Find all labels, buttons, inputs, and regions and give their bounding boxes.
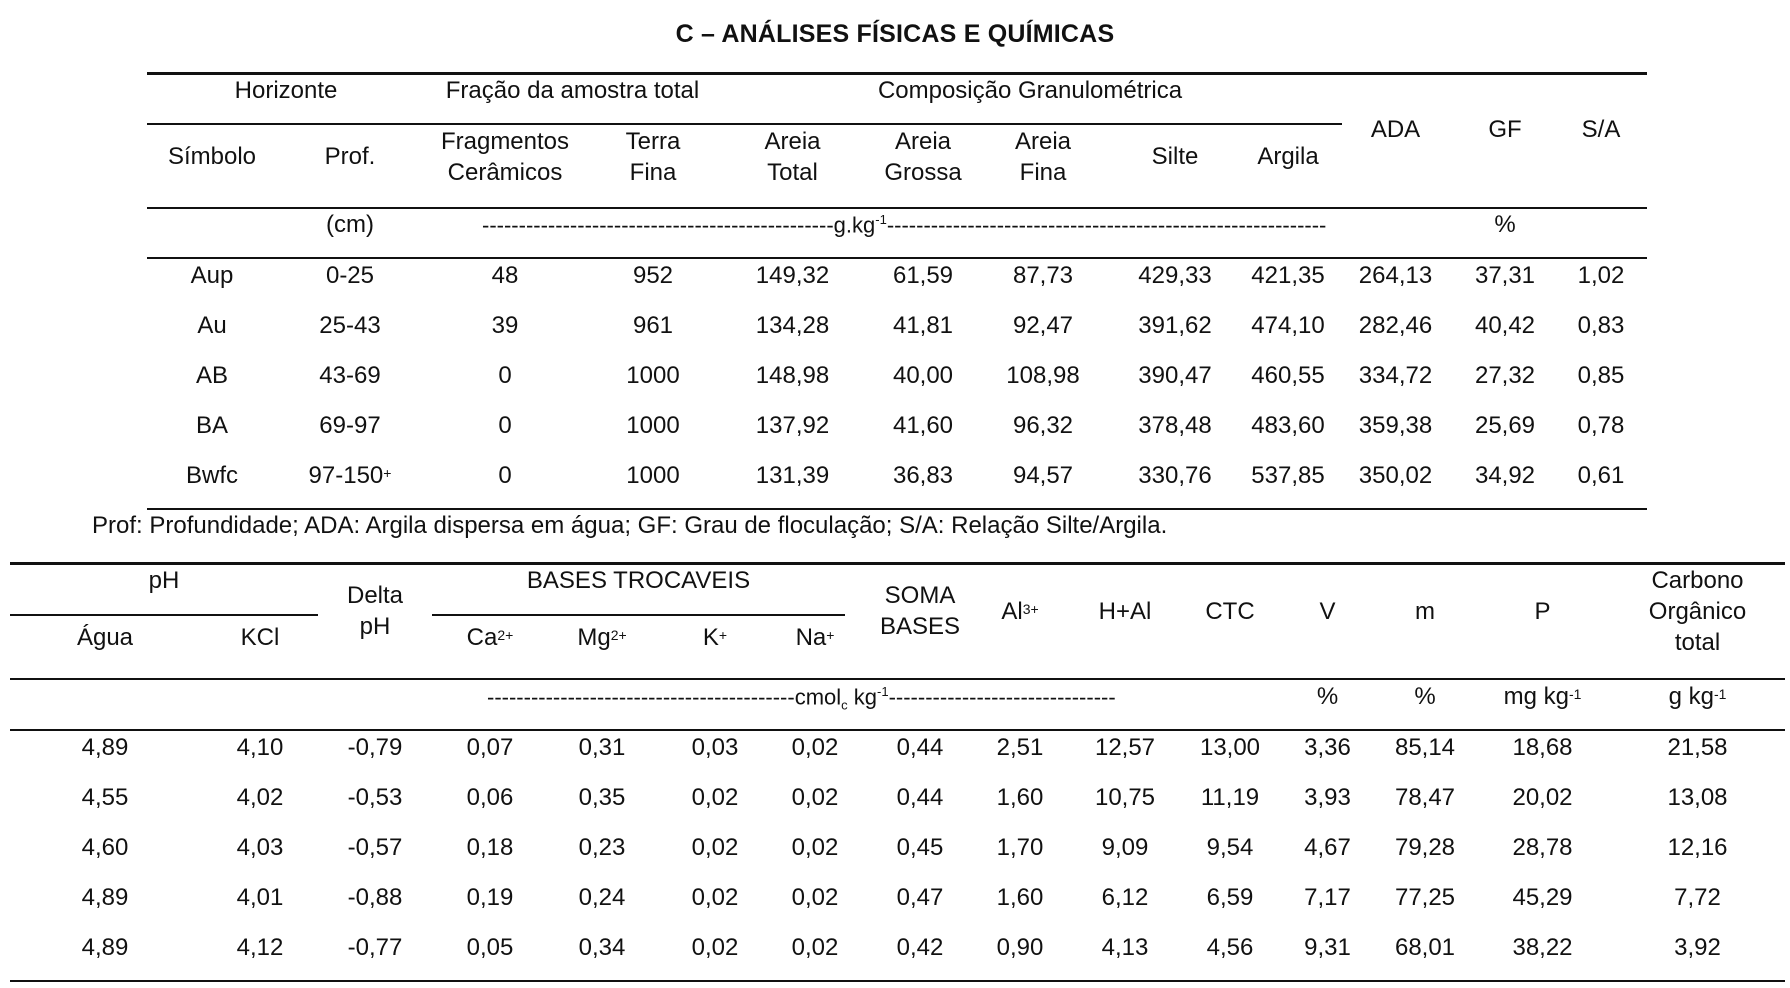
cell-hal: 4,13	[1101, 934, 1149, 961]
cell-fragmentos: 0	[498, 462, 512, 489]
cell-areia-total: 131,39	[755, 462, 830, 489]
cell-carbono: 13,08	[1667, 784, 1728, 811]
units-v-pct: %	[1316, 683, 1339, 710]
cell-v: 9,31	[1304, 934, 1351, 961]
table1-footnote: Prof: Profundidade; ADA: Argila dispersa em água; GF: Grau de floculação; S/A: Relação Silte/Argila.	[92, 512, 1168, 539]
cell-p: 28,78	[1512, 834, 1573, 861]
cell-ada: 282,46	[1358, 312, 1433, 339]
cell-terra-fina: 1000	[626, 362, 680, 389]
cell-m: 78,47	[1394, 784, 1456, 811]
header-al: $Al^{3+}$	[1001, 598, 1039, 625]
header-sa: S/A	[1581, 116, 1621, 143]
cell-prof: 69-97	[319, 412, 381, 439]
cell-argila: 483,60	[1251, 412, 1325, 439]
cell-soma-bases: 0,42	[896, 934, 944, 961]
table2-ph-rule	[10, 614, 318, 616]
cell-prof: 43-69	[319, 362, 381, 389]
header-gf: GF	[1488, 116, 1522, 143]
units-cm: (cm)	[326, 211, 374, 238]
cell-k: 0,03	[691, 734, 739, 761]
cell-sa: 1,02	[1577, 262, 1625, 289]
cell-na: 0,02	[791, 934, 839, 961]
cell-carbono: 7,72	[1674, 884, 1721, 911]
cell-delta-ph: -0,77	[347, 934, 403, 961]
cell-areia-total: 149,32	[755, 262, 830, 289]
cell-na: 0,02	[791, 884, 839, 911]
header-terra-fina: Terra Fina	[625, 128, 681, 186]
cell-agua: 4,89	[81, 884, 129, 911]
header-areia-fina: Areia Fina	[1014, 128, 1072, 186]
cell-ca: 0,07	[466, 734, 514, 761]
units-cmol: ------------------------------------------cmol$_c$ $kg^{-1}-------------------------------$	[487, 684, 1116, 713]
cell-carbono: 3,92	[1674, 934, 1721, 961]
table1-group-rule	[147, 123, 1342, 125]
units-carbono: g $kg^{-1}$	[1668, 683, 1727, 710]
cell-ctc: 13,00	[1199, 734, 1261, 761]
cell-sa: 0,61	[1577, 462, 1625, 489]
cell-areia-fina: 94,57	[1012, 462, 1074, 489]
header-mg: $Mg^{2+}$	[577, 624, 627, 651]
cell-na: 0,02	[791, 784, 839, 811]
cell-areia-grossa: 41,81	[892, 312, 954, 339]
cell-simbolo: Aup	[190, 262, 234, 289]
cell-k: 0,02	[691, 934, 739, 961]
cell-kcl: 4,03	[236, 834, 284, 861]
cell-areia-grossa: 40,00	[892, 362, 954, 389]
cell-ada: 334,72	[1358, 362, 1433, 389]
cell-agua: 4,89	[81, 734, 129, 761]
cell-terra-fina: 1000	[626, 462, 680, 489]
header-delta-ph: Delta pH	[346, 582, 404, 640]
table2-header-rule	[10, 678, 1785, 680]
cell-sa: 0,83	[1577, 312, 1625, 339]
table2-bases-rule	[432, 614, 845, 616]
cell-silte: 378,48	[1138, 412, 1212, 439]
cell-simbolo: Bwfc	[185, 462, 238, 489]
cell-areia-fina: 92,47	[1012, 312, 1074, 339]
cell-terra-fina: 952	[632, 262, 674, 289]
cell-areia-fina: 108,98	[1006, 362, 1080, 389]
table1-units-rule	[147, 257, 1647, 259]
cell-agua: 4,55	[81, 784, 129, 811]
cell-v: 4,67	[1304, 834, 1351, 861]
group-bases: BASES TROCAVEIS	[526, 567, 751, 594]
header-kcl: KCl	[240, 624, 280, 651]
header-p: P	[1534, 598, 1551, 625]
cell-prof: 97-150+	[308, 462, 392, 489]
cell-argila: 460,55	[1251, 362, 1325, 389]
header-argila: Argila	[1257, 143, 1319, 170]
cell-areia-fina: 87,73	[1012, 262, 1074, 289]
table2-units-rule	[10, 729, 1785, 731]
units-p: mg $kg^{-1}$	[1503, 683, 1582, 710]
cell-carbono: 21,58	[1667, 734, 1728, 761]
cell-carbono: 12,16	[1667, 834, 1728, 861]
cell-hal: 10,75	[1094, 784, 1156, 811]
cell-agua: 4,89	[81, 934, 129, 961]
header-silte: Silte	[1151, 143, 1199, 170]
page-title: C – ANÁLISES FÍSICAS E QUÍMICAS	[675, 20, 1115, 48]
cell-hal: 6,12	[1101, 884, 1149, 911]
cell-al: 2,51	[996, 734, 1044, 761]
cell-ctc: 11,19	[1200, 784, 1260, 811]
cell-p: 18,68	[1512, 734, 1573, 761]
cell-k: 0,02	[691, 834, 739, 861]
cell-m: 68,01	[1394, 934, 1456, 961]
group-composicao: Composição Granulométrica	[877, 77, 1183, 104]
cell-ada: 359,38	[1358, 412, 1433, 439]
cell-na: 0,02	[791, 734, 839, 761]
cell-silte: 330,76	[1138, 462, 1212, 489]
cell-gf: 34,92	[1474, 462, 1536, 489]
cell-kcl: 4,10	[236, 734, 284, 761]
cell-m: 79,28	[1394, 834, 1456, 861]
cell-areia-total: 134,28	[755, 312, 830, 339]
cell-prof: 0-25	[325, 262, 375, 289]
cell-prof: 25-43	[319, 312, 381, 339]
cell-soma-bases: 0,44	[896, 784, 944, 811]
cell-ctc: 9,54	[1206, 834, 1254, 861]
cell-mg: 0,35	[578, 784, 626, 811]
cell-areia-grossa: 41,60	[892, 412, 954, 439]
header-simbolo: Símbolo	[167, 143, 257, 170]
cell-delta-ph: -0,79	[347, 734, 403, 761]
cell-v: 3,36	[1304, 734, 1351, 761]
header-k: K+	[702, 624, 728, 651]
cell-ctc: 4,56	[1206, 934, 1254, 961]
cell-al: 0,90	[996, 934, 1044, 961]
header-soma-bases: SOMA BASES	[879, 582, 961, 640]
group-ph: pH	[148, 567, 180, 594]
cell-sa: 0,85	[1577, 362, 1625, 389]
cell-al: 1,60	[996, 784, 1044, 811]
cell-ca: 0,18	[466, 834, 514, 861]
cell-soma-bases: 0,45	[896, 834, 944, 861]
cell-simbolo: BA	[195, 412, 228, 439]
cell-terra-fina: 1000	[626, 412, 680, 439]
cell-v: 3,93	[1304, 784, 1351, 811]
cell-soma-bases: 0,44	[896, 734, 944, 761]
cell-fragmentos: 0	[498, 412, 512, 439]
cell-mg: 0,24	[578, 884, 626, 911]
header-hal: H+Al	[1098, 598, 1152, 625]
cell-m: 77,25	[1394, 884, 1456, 911]
header-carbono: Carbono Orgânico total	[1648, 567, 1747, 656]
cell-na: 0,02	[791, 834, 839, 861]
header-v: V	[1319, 598, 1336, 625]
cell-v: 7,17	[1304, 884, 1351, 911]
cell-fragmentos: 39	[491, 312, 519, 339]
cell-delta-ph: -0,53	[347, 784, 403, 811]
cell-mg: 0,31	[578, 734, 626, 761]
cell-kcl: 4,12	[236, 934, 284, 961]
cell-hal: 9,09	[1101, 834, 1149, 861]
header-areia-grossa: Areia Grossa	[884, 128, 962, 186]
cell-agua: 4,60	[81, 834, 129, 861]
cell-mg: 0,23	[578, 834, 626, 861]
cell-simbolo: Au	[197, 312, 227, 339]
units-pct: %	[1494, 211, 1516, 238]
cell-mg: 0,34	[578, 934, 626, 961]
cell-areia-fina: 96,32	[1012, 412, 1074, 439]
header-ctc: CTC	[1205, 598, 1255, 625]
header-prof: Prof.	[324, 143, 376, 170]
cell-fragmentos: 0	[498, 362, 512, 389]
cell-gf: 37,31	[1474, 262, 1536, 289]
cell-areia-grossa: 36,83	[892, 462, 954, 489]
header-ca: $Ca^{2+}$	[466, 624, 514, 651]
cell-hal: 12,57	[1094, 734, 1156, 761]
cell-kcl: 4,02	[236, 784, 284, 811]
cell-ca: 0,05	[466, 934, 514, 961]
header-fragmentos: Fragmentos Cerâmicos	[440, 128, 570, 186]
units-gkg: $------------------------------------------------g.kg^{-1}------------------------------------------------------------$	[482, 212, 1327, 238]
cell-gf: 40,42	[1474, 312, 1536, 339]
cell-simbolo: AB	[195, 362, 228, 389]
table2-bottom-rule	[10, 980, 1785, 982]
cell-kcl: 4,01	[236, 884, 284, 911]
units-m-pct: %	[1414, 683, 1436, 710]
cell-areia-grossa: 61,59	[892, 262, 954, 289]
cell-areia-total: 148,98	[755, 362, 830, 389]
cell-fragmentos: 48	[491, 262, 519, 289]
group-fracao: Fração da amostra total	[445, 77, 700, 104]
cell-argila: 421,35	[1251, 262, 1325, 289]
cell-silte: 390,47	[1138, 362, 1212, 389]
cell-silte: 429,33	[1138, 262, 1212, 289]
cell-al: 1,60	[996, 884, 1044, 911]
cell-terra-fina: 961	[632, 312, 674, 339]
header-areia-total: Areia Total	[764, 128, 821, 186]
cell-soma-bases: 0,47	[896, 884, 944, 911]
cell-p: 38,22	[1512, 934, 1573, 961]
cell-sa: 0,78	[1577, 412, 1625, 439]
cell-silte: 391,62	[1138, 312, 1212, 339]
cell-k: 0,02	[691, 884, 739, 911]
cell-ada: 350,02	[1358, 462, 1433, 489]
cell-p: 45,29	[1512, 884, 1573, 911]
cell-gf: 27,32	[1474, 362, 1536, 389]
cell-p: 20,02	[1512, 784, 1573, 811]
cell-ca: 0,06	[466, 784, 514, 811]
cell-ctc: 6,59	[1206, 884, 1254, 911]
header-agua: Água	[76, 624, 134, 651]
cell-delta-ph: -0,88	[347, 884, 403, 911]
cell-ada: 264,13	[1358, 262, 1433, 289]
group-horizonte: Horizonte	[234, 77, 338, 104]
cell-argila: 537,85	[1251, 462, 1325, 489]
header-ada: ADA	[1370, 116, 1421, 143]
cell-m: 85,14	[1394, 734, 1456, 761]
header-m: m	[1415, 598, 1435, 625]
cell-delta-ph: -0,57	[347, 834, 403, 861]
cell-gf: 25,69	[1474, 412, 1536, 439]
cell-argila: 474,10	[1251, 312, 1325, 339]
cell-al: 1,70	[996, 834, 1044, 861]
cell-ca: 0,19	[466, 884, 514, 911]
table1-bottom-rule	[147, 508, 1647, 510]
header-na: Na+	[795, 624, 835, 651]
cell-k: 0,02	[691, 784, 739, 811]
cell-areia-total: 137,92	[755, 412, 830, 439]
